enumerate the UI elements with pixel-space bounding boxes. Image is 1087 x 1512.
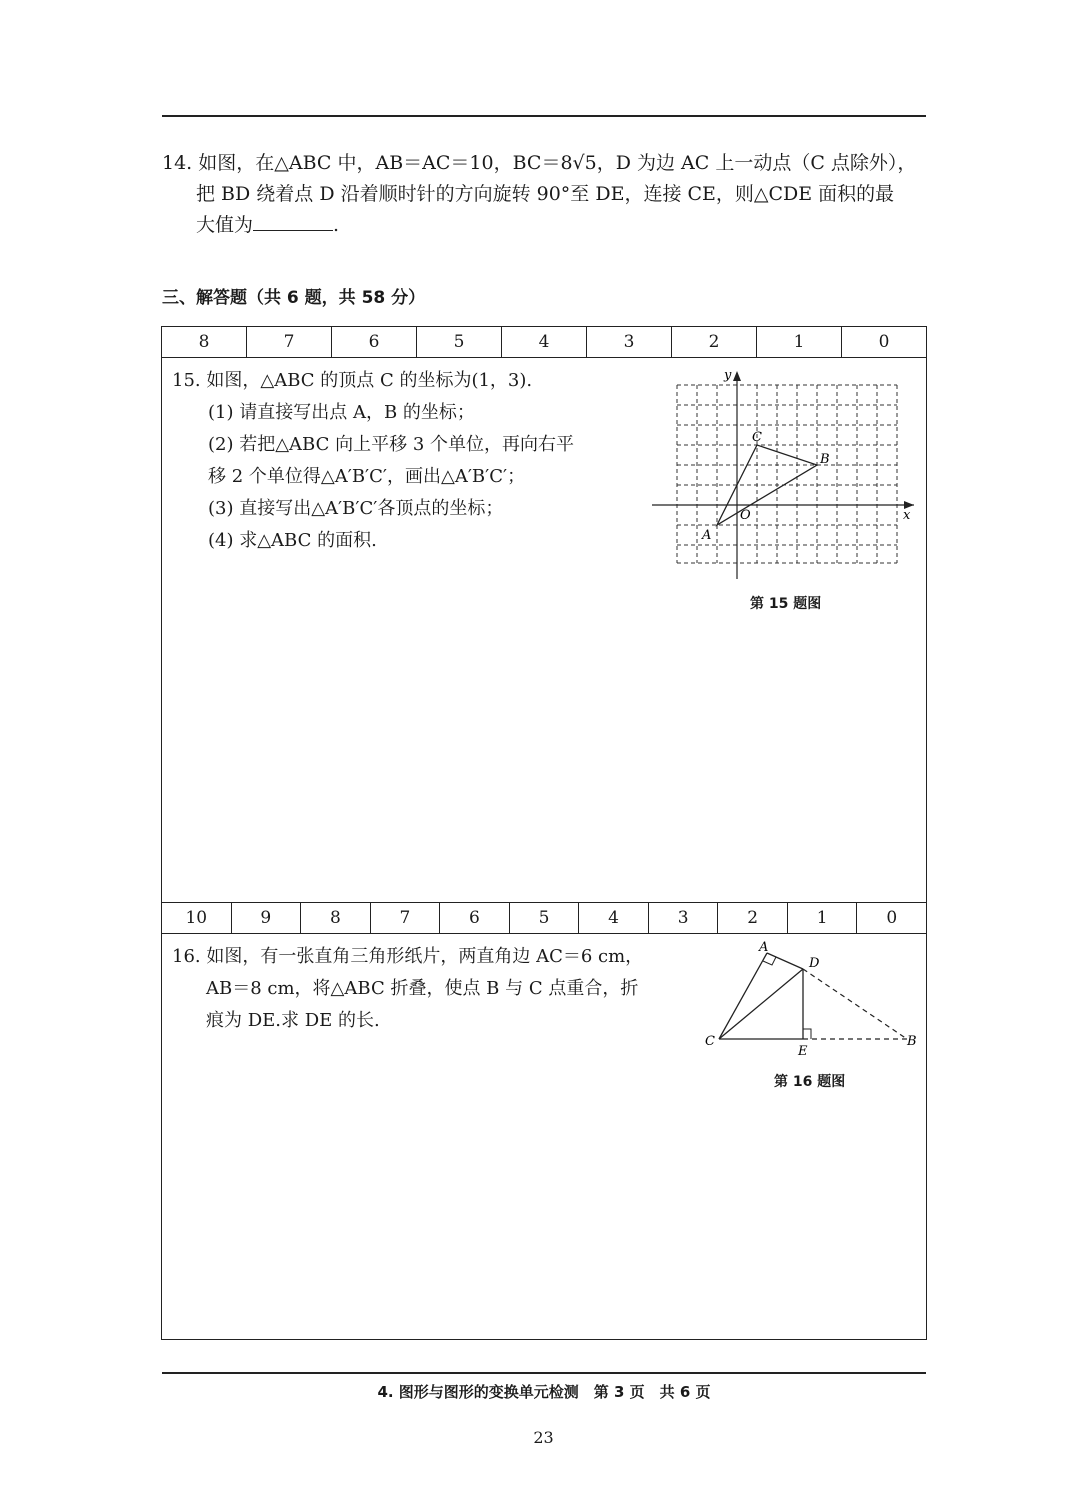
score-cell[interactable]: 6 [440,903,510,933]
q15-caption: 第 15 题图 [750,596,822,612]
point-label-b: B [907,1034,917,1049]
q16-line-2: AB＝8 cm，将△ABC 折叠，使点 B 与 C 点重合，折 [206,978,639,999]
axis-label-x: x [903,508,911,523]
q14-line-3-prefix: 大值为 [196,214,254,236]
score-cell[interactable]: 4 [579,903,649,933]
right-angle-marker-e [803,1029,811,1039]
score-cell[interactable]: 2 [718,903,788,933]
score-cell[interactable]: 9 [232,903,302,933]
answer-blank[interactable] [253,210,333,231]
section-title: 三、解答题（共 6 题，共 58 分） [162,288,426,308]
score-cell[interactable]: 5 [417,327,502,357]
page-footer: 4. 图形与图形的变换单元检测 第 3 页 共 6 页 [377,1383,711,1401]
axis-label-y: y [724,368,732,383]
q14-line-3 [162,210,928,241]
score-cell[interactable]: 1 [757,327,842,357]
q14-line-3-suffix: . [333,214,340,236]
score-cell[interactable]: 8 [162,327,247,357]
score-cell[interactable]: 2 [672,327,757,357]
score-cell[interactable]: 0 [886,908,898,928]
q15-part-1: (1) 请直接写出点 A，B 的坐标； [208,402,475,423]
y-axis-arrow [733,371,741,381]
page-number: 23 [533,1428,554,1447]
q15-part-3: (3) 直接写出△A′B′C′各顶点的坐标； [208,498,504,519]
q15-stem: 15. 如图，△ABC 的顶点 C 的坐标为(1，3). [172,370,533,391]
score-cell[interactable]: 6 [332,327,417,357]
q16-line-3: 痕为 DE.求 DE 的长. [206,1010,380,1031]
score-cell[interactable]: 4 [502,327,587,357]
score-cell[interactable]: 8 [301,903,371,933]
origin-label: O [740,508,751,523]
q15-part-2b: 移 2 个单位得△A′B′C′，画出△A′B′C′； [208,466,526,487]
score-cell[interactable]: 10 [162,903,232,933]
point-label-a: A [702,528,712,543]
score-cell[interactable]: 3 [587,327,672,357]
q16-caption: 第 16 题图 [774,1074,846,1090]
score-row-q15 [162,327,926,358]
point-label-e: E [798,1044,808,1059]
q15-part-4: (4) 求△ABC 的面积. [208,530,377,551]
q15-figure [652,367,922,582]
q15-part-2a: (2) 若把△ABC 向上平移 3 个单位，再向右平 [208,434,575,455]
point-label-d: D [809,956,820,971]
right-angle-marker-a [763,957,776,965]
score-cell[interactable]: 7 [247,327,332,357]
q14-line-2: 把 BD 绕着点 D 沿着顺时针的方向旋转 90°至 DE，连接 CE，则△CDE 面积的最 [196,183,895,205]
q14-line-1: 14. 如图，在△ABC 中，AB＝AC＝10，BC＝8√5，D 为边 AC 上一动点（C 点除外）， [162,152,917,174]
score-cell[interactable]: 5 [510,903,580,933]
score-cell[interactable]: 3 [649,903,719,933]
header-rule [162,115,926,117]
point-label-c: C [705,1034,715,1049]
q16-line-1: 16. 如图，有一张直角三角形纸片，两直角边 AC＝6 cm， [172,946,644,967]
point-label-c: C [752,430,762,445]
q15-axes [652,373,914,579]
point-label-a: A [759,940,769,955]
question-16 [172,941,643,1037]
point-label-b: B [820,452,830,467]
score-cell[interactable]: 0 [878,332,890,352]
triangle-abc [717,445,817,525]
answer-box [161,326,927,1340]
footer-rule [162,1372,926,1374]
score-cell[interactable]: 7 [371,903,441,933]
q16-figure [697,937,922,1062]
question-14 [162,148,928,241]
score-cell[interactable]: 1 [788,903,858,933]
question-15 [172,365,574,557]
score-row-q16 [162,902,926,934]
